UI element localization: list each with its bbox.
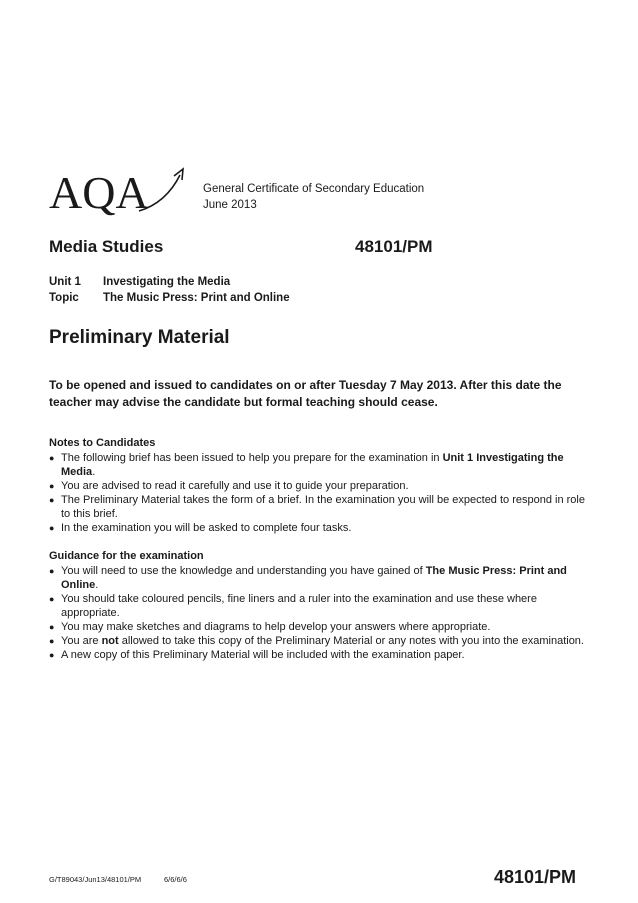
notes-list <box>49 451 594 535</box>
notes-section <box>49 436 594 535</box>
material-title: Preliminary Material <box>49 327 230 348</box>
item-text: In the examination you will be asked to complete four tasks. <box>61 522 352 534</box>
item-text: You are <box>61 635 102 647</box>
list-item <box>49 564 594 592</box>
notes-title: Notes to Candidates <box>49 437 156 449</box>
footer-reference: G/T89043/Jun13/48101/PM <box>49 875 142 884</box>
item-text: The Preliminary Material takes the form of a brief. In the examination you will be expected to respond in role to this brief. <box>61 494 585 520</box>
bullet-dot-icon: ● <box>49 523 55 533</box>
list-item <box>49 479 594 493</box>
aqa-logo-svg <box>47 163 197 221</box>
aqa-logo-icon <box>47 163 197 221</box>
item-text: You may make sketches and diagrams to help develop your answers where appropriate. <box>61 621 491 633</box>
item-text: The following brief has been issued to help you prepare for the examination in <box>61 452 443 464</box>
item-text-end: . <box>92 466 96 478</box>
bullet-dot-icon: ● <box>49 495 55 505</box>
opening-instruction: To be opened and issued to candidates on or after Tuesday 7 May 2013. After this date the teacher may advise the candidate but formal teaching should cease. <box>49 378 562 409</box>
logo-text: AQA <box>49 167 149 218</box>
list-item <box>49 451 594 479</box>
guidance-list <box>49 564 594 662</box>
topic-label: Topic <box>49 292 79 304</box>
unit-value: Investigating the Media <box>103 276 231 288</box>
list-item <box>49 592 594 620</box>
certificate-title: General Certificate of Secondary Education <box>203 183 425 195</box>
topic-value: The Music Press: Print and Online <box>103 292 290 304</box>
paper-code: 48101/PM <box>355 237 433 256</box>
list-item <box>49 620 594 634</box>
bullet-dot-icon: ● <box>49 481 55 491</box>
guidance-title: Guidance for the examination <box>49 550 204 562</box>
list-item <box>49 648 594 662</box>
unit-label: Unit 1 <box>49 276 81 288</box>
bullet-dot-icon: ● <box>49 636 55 646</box>
item-text: You should take coloured pencils, fine liners and a ruler into the examination and use these where appropriate. <box>61 593 537 619</box>
bullet-dot-icon: ● <box>49 650 55 660</box>
bullet-dot-icon: ● <box>49 622 55 632</box>
item-bold-text: The Music Press: Print and Online <box>61 565 567 591</box>
footer-numbers: 6/6/6/6 <box>164 875 187 884</box>
item-text: You are advised to read it carefully and use it to guide your preparation. <box>61 480 409 492</box>
item-text-end: . <box>95 579 99 591</box>
item-bold-text: Unit 1 Investigating the Media <box>61 452 564 478</box>
list-item <box>49 493 594 521</box>
bullet-dot-icon: ● <box>49 453 55 463</box>
bullet-dot-icon: ● <box>49 594 55 604</box>
item-text: You will need to use the knowledge and understanding you have gained of <box>61 565 426 577</box>
footer-paper-code: 48101/PM <box>494 867 577 887</box>
subject-title: Media Studies <box>49 237 164 256</box>
item-bold-text: not <box>101 635 119 647</box>
list-item <box>49 634 594 648</box>
item-text-end: allowed to take this copy of the Preliminary Material or any notes with you into the examination. <box>118 635 584 647</box>
exam-session: June 2013 <box>203 199 257 211</box>
list-item <box>49 521 594 535</box>
guidance-section <box>49 549 594 662</box>
bullet-dot-icon: ● <box>49 566 55 576</box>
item-text: A new copy of this Preliminary Material will be included with the examination paper. <box>61 649 465 661</box>
